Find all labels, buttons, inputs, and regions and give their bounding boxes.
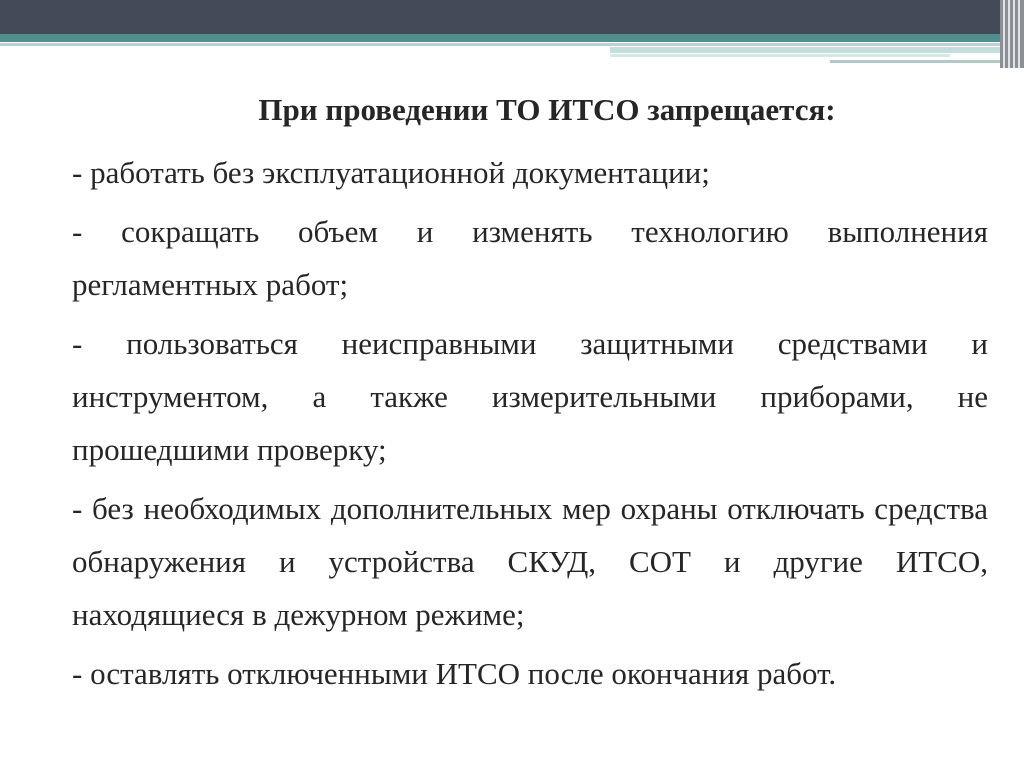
vertical-bar: [1003, 0, 1005, 68]
header-teal-stripe: [0, 34, 1000, 42]
slide-content: [72, 82, 988, 706]
vertical-bar: [1018, 0, 1020, 68]
list-item: - работать без эксплуатационной документации;: [72, 155, 710, 190]
header-accent-stripe: [610, 47, 1000, 53]
vertical-bar: [1013, 0, 1015, 68]
slide-title: При проведении ТО ИТСО запрещается:: [258, 92, 836, 127]
header-accent-stripe-short: [830, 60, 1000, 63]
header-light-stripe: [0, 43, 1000, 46]
list-item: - оставлять отключенными ИТСО после окончания работ.: [72, 656, 837, 691]
header-vertical-bars: [1000, 0, 1024, 68]
list-item: - сокращать объем и изменять технологию выполнения регламентных работ;: [72, 214, 988, 302]
list-item: - без необходимых дополнительных мер охраны отключать средства обнаружения и устройства СКУД, СОТ и другие ИТСО, находящиеся в дежурном режиме;: [72, 491, 988, 632]
header-band: [0, 0, 1024, 34]
list-item: - пользоваться неисправными защитными средствами и инструментом, а также измерительными приборами, не прошедшими проверку;: [72, 326, 988, 467]
vertical-bar: [1008, 0, 1010, 68]
header-accent-stripe-thin: [610, 54, 950, 57]
